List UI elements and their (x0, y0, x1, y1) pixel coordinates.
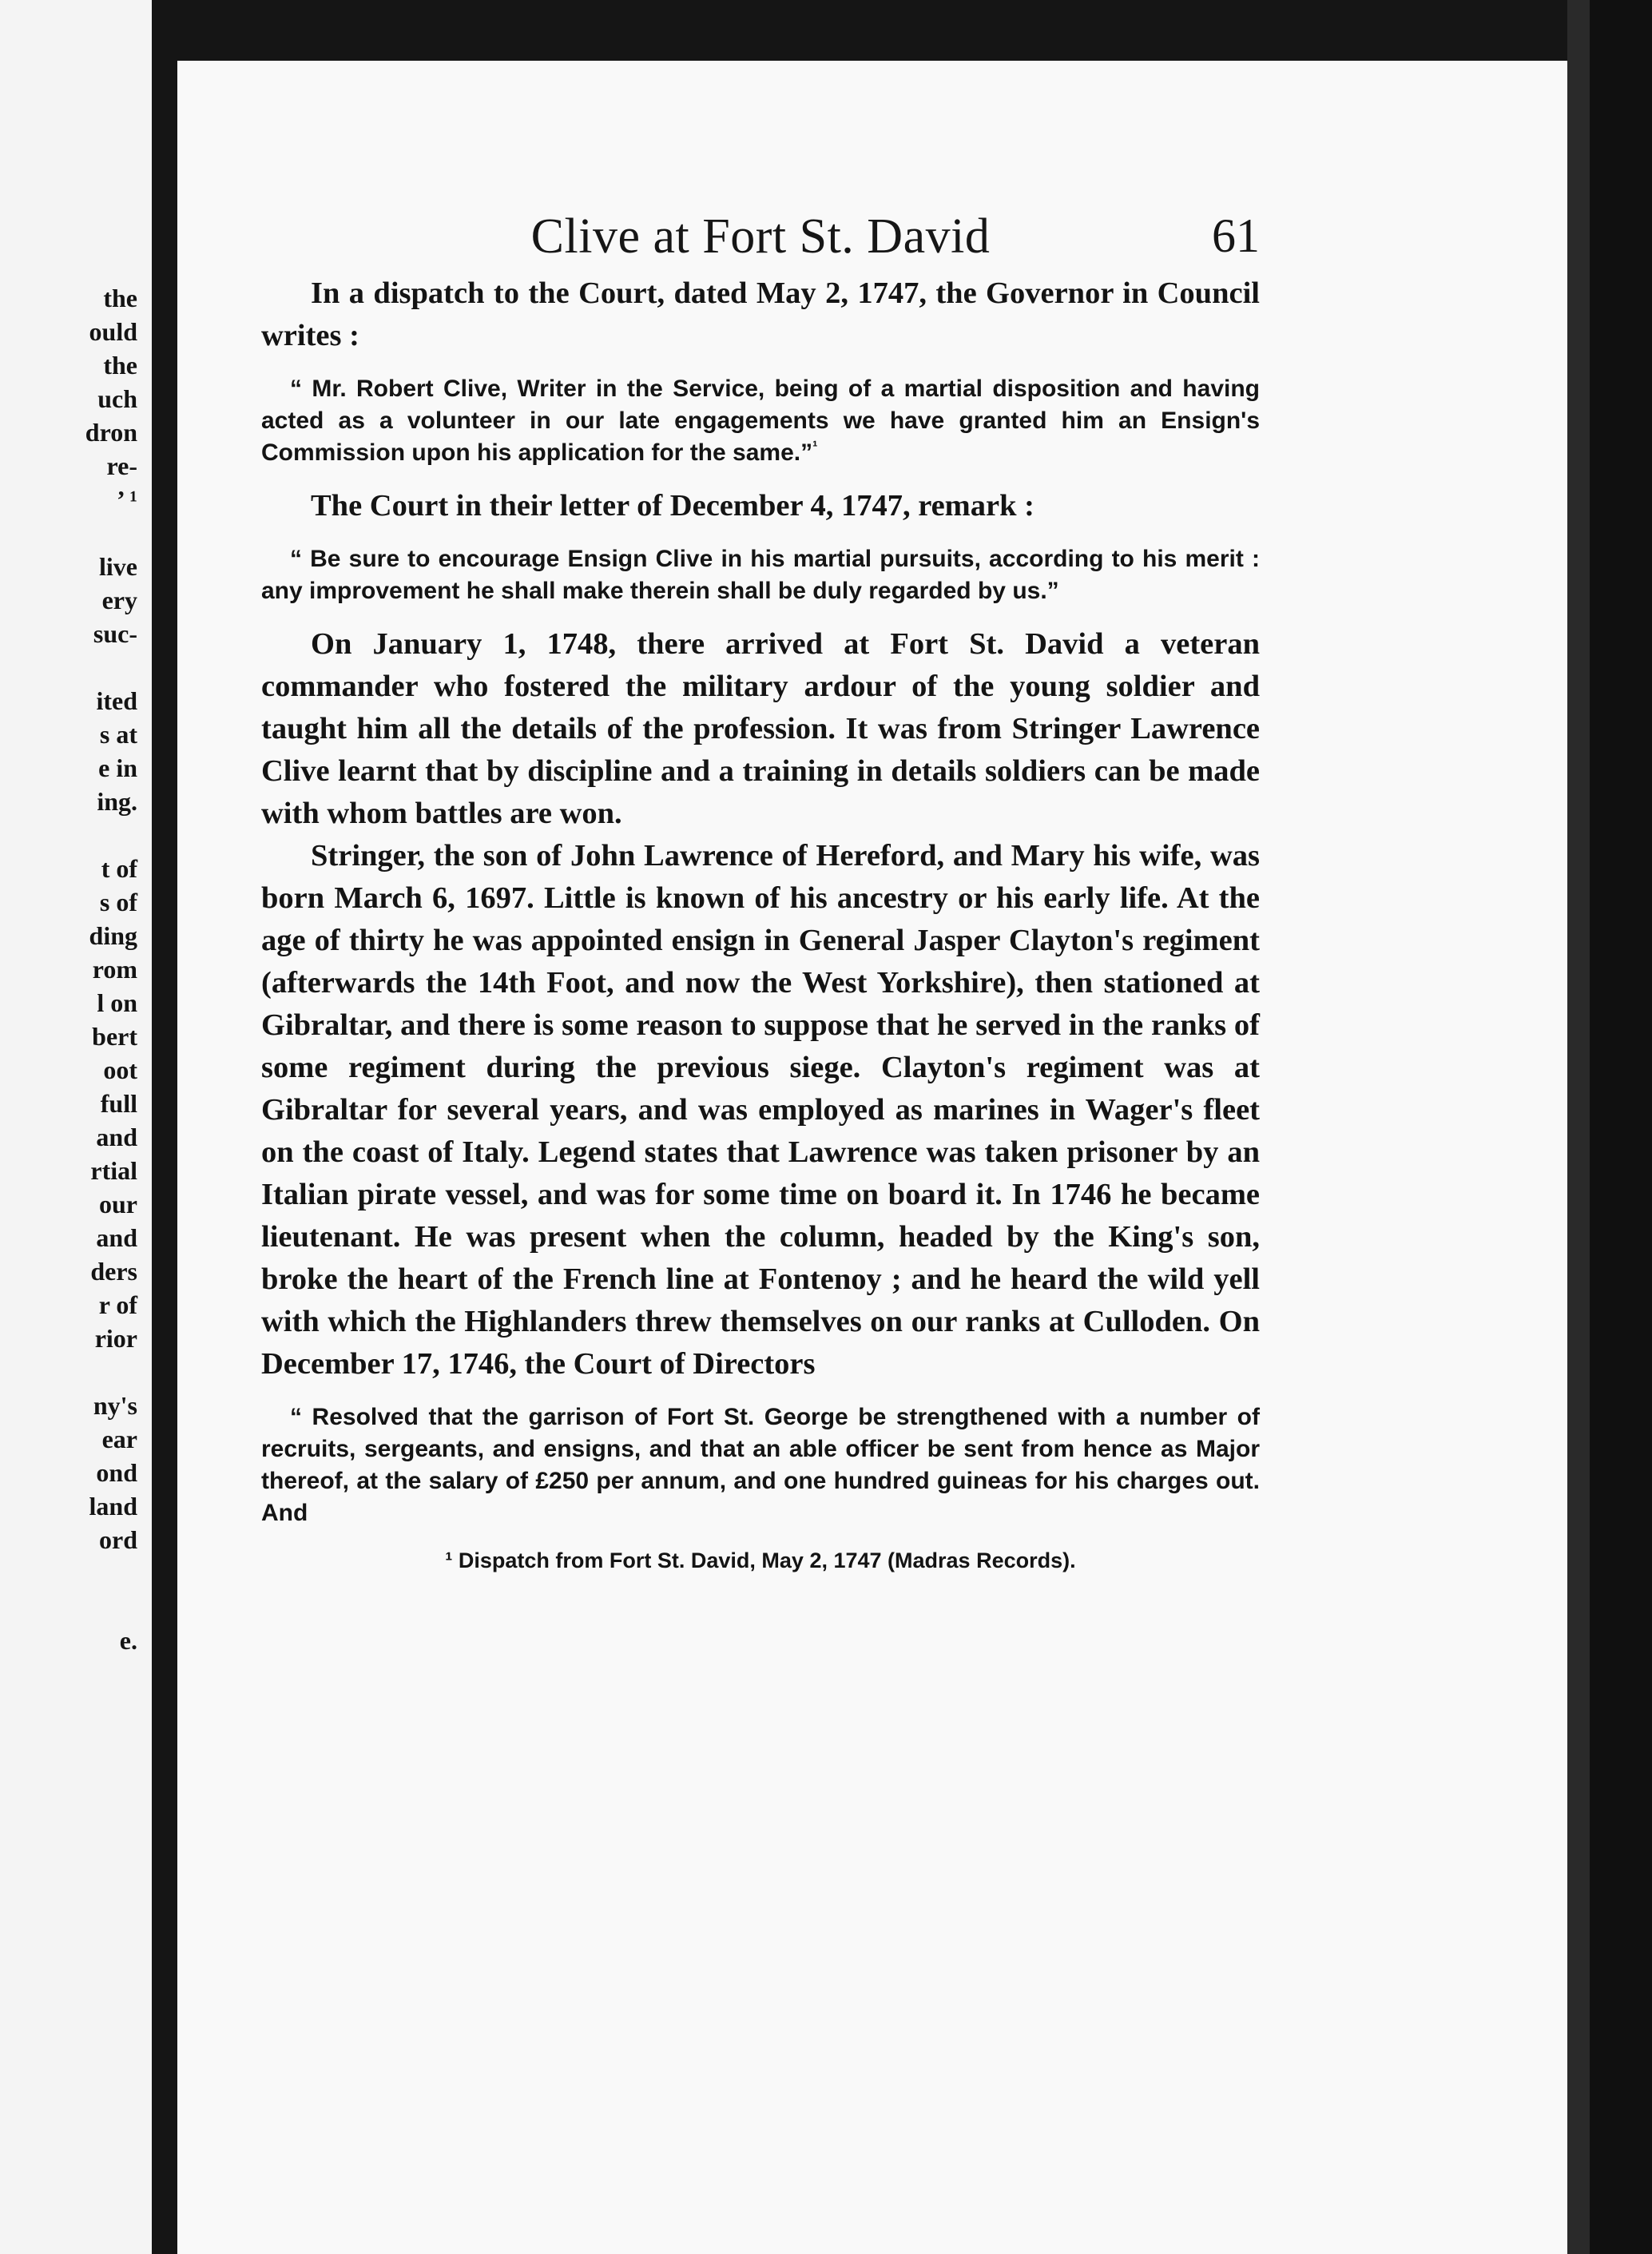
facing-page-fragment (0, 0, 152, 2254)
page-number: 61 (1212, 209, 1260, 262)
paragraph-lawrence: Stringer, the son of John Lawrence of Hereford, and Mary his wife, was born March 6, 1697. Little is known of his ancestry or his early life. At the age of thirty he was appointed ensign in General Jasper Clayton's regiment (afterwards the 14th Foot, and now the West Yorkshire), then stationed at Gibraltar, and there is some reason to suppose that he served in the ranks of some regiment during the previous siege. Clayton's regiment was at Gibraltar for several years, and was employed as marines in Wager's fleet on the coast of Italy. Legend states that Lawrence was taken prisoner by an Italian pirate vessel, and was for some time on board it. In 1746 he became lieutenant. He was present when the column, headed by the King's son, broke the heart of the French line at Fontenoy ; and he heard the wild yell with which the Highlanders threw themselves on our ranks at Culloden. On December 17, 1746, the Court of Directors (261, 839, 1260, 1381)
paragraph-court-letter: The Court in their letter of December 4, 1747, remark : (311, 489, 1034, 523)
facing-page-text: the ould the uch dron re- ’ ¹ live ery suc- ited s at e in ing. t of s of ding rom l on bert oot full and rtial our and ders r of rior ny's ear ond land ord e. (85, 284, 137, 1655)
text-column (261, 209, 1260, 1576)
footnote: ¹ Dispatch from Fort St. David, May 2, 1747 (Madras Records). (445, 1548, 1076, 1572)
quote-governor (261, 373, 1260, 469)
scan-top-border (0, 0, 1652, 61)
quote-court: “ Be sure to encourage Ensign Clive in his martial pursuits, according to his merit : any improvement he shall make therein shall be duly regarded by us.” (261, 546, 1260, 604)
running-head (261, 209, 1260, 272)
scan-right-edge-shadow (1590, 0, 1652, 2254)
page-title: Clive at Fort St. David (530, 209, 991, 264)
footnote-marker: ¹ (812, 439, 818, 455)
quote-resolution: “ Resolved that the garrison of Fort St. George be strengthened with a number of recruits, sergeants, and ensigns, and that an able officer be sent from hence as Major thereof, at the salary of £250 per annum, and one hundred guineas for his charges out. And (261, 1404, 1260, 1526)
book-page (177, 61, 1567, 2254)
paragraph-arrival: On January 1, 1748, there arrived at Fort St. David a veteran commander who fostered the military ardour of the young soldier and taught him all the details of the profession. It was from Stringer Lawrence Clive learnt that by discipline and a training in details soldiers can be made with whom battles are won. (261, 627, 1260, 830)
paragraph-dispatch: In a dispatch to the Court, dated May 2, 1747, the Governor in Council writes : (261, 276, 1260, 352)
quote-governor-text: “ Mr. Robert Clive, Writer in the Service, being of a martial disposition and having acted as a volunteer in our late engagements we have granted him an Ensign's Commission upon his application for the same.” (261, 376, 1260, 466)
